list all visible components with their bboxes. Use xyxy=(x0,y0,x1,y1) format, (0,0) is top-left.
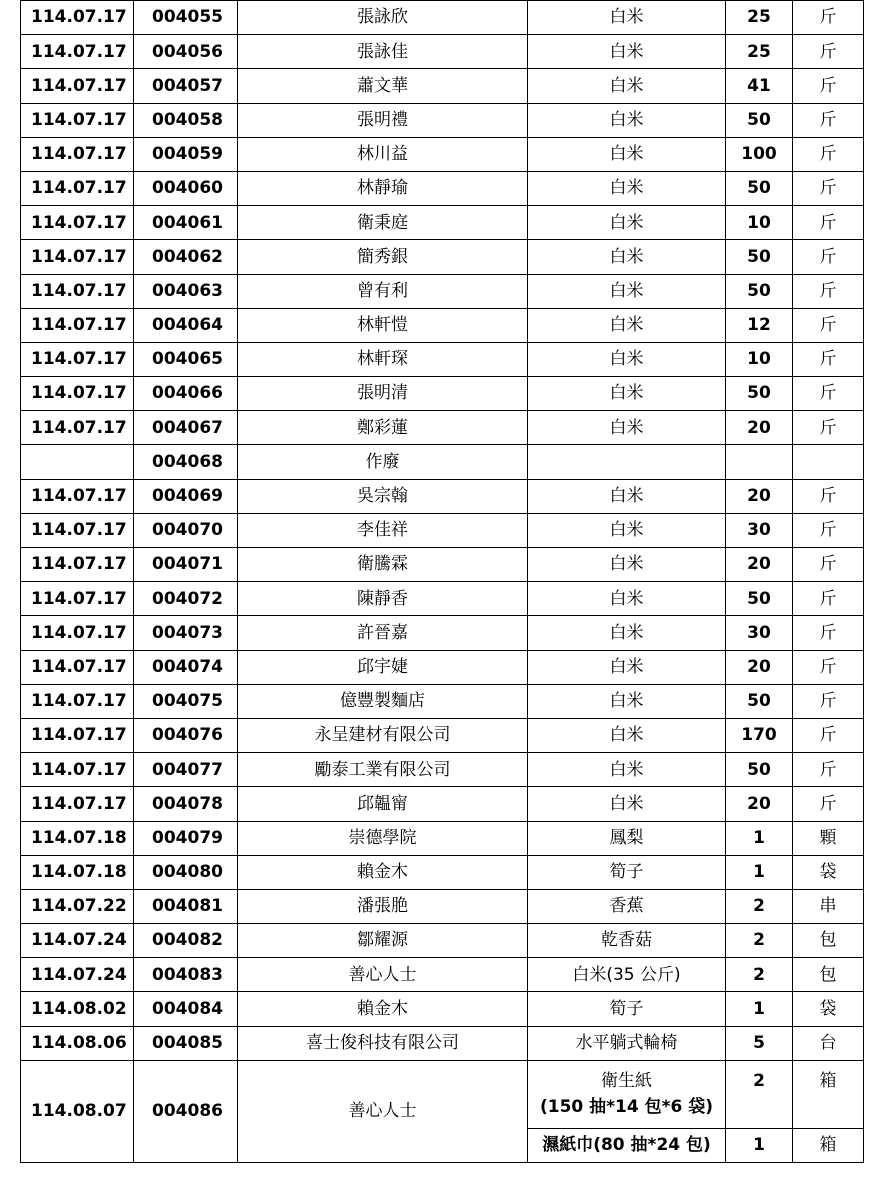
cell-unit: 斤 xyxy=(793,513,864,547)
cell-unit: 斤 xyxy=(793,206,864,240)
cell-item: 乾香菇 xyxy=(528,924,726,958)
cell-quantity: 2 xyxy=(726,958,793,992)
cell-quantity: 2 xyxy=(726,1060,793,1128)
cell-receipt-no: 004079 xyxy=(134,821,238,855)
cell-receipt-no: 004068 xyxy=(134,445,238,479)
cell-receipt-no: 004061 xyxy=(134,206,238,240)
cell-quantity: 50 xyxy=(726,274,793,308)
cell-item: 白米 xyxy=(528,240,726,274)
cell-unit: 斤 xyxy=(793,308,864,342)
cell-quantity: 20 xyxy=(726,787,793,821)
cell-receipt-no: 004085 xyxy=(134,1026,238,1060)
cell-date: 114.07.17 xyxy=(21,513,134,547)
cell-quantity: 25 xyxy=(726,35,793,69)
cell-unit: 斤 xyxy=(793,377,864,411)
cell-donor-name: 張明清 xyxy=(238,377,528,411)
cell-quantity: 1 xyxy=(726,992,793,1026)
cell-quantity: 20 xyxy=(726,650,793,684)
cell-unit: 斤 xyxy=(793,616,864,650)
cell-donor-name: 億豐製麵店 xyxy=(238,684,528,718)
cell-receipt-no: 004062 xyxy=(134,240,238,274)
cell-quantity: 41 xyxy=(726,69,793,103)
cell-date: 114.07.22 xyxy=(21,889,134,923)
cell-donor-name: 許晉嘉 xyxy=(238,616,528,650)
donation-ledger-table xyxy=(20,0,864,1163)
ledger-body xyxy=(21,1,864,1163)
cell-unit: 包 xyxy=(793,924,864,958)
cell-unit: 斤 xyxy=(793,787,864,821)
cell-receipt-no: 004076 xyxy=(134,718,238,752)
ledger-row xyxy=(21,718,864,752)
cell-item: 白米(35 公斤) xyxy=(528,958,726,992)
cell-date: 114.07.17 xyxy=(21,342,134,376)
cell-item: 白米 xyxy=(528,787,726,821)
cell-receipt-no: 004086 xyxy=(134,1060,238,1162)
cell-receipt-no: 004082 xyxy=(134,924,238,958)
cell-unit: 斤 xyxy=(793,35,864,69)
cell-item: 白米 xyxy=(528,103,726,137)
cell-date: 114.07.17 xyxy=(21,274,134,308)
cell-date: 114.07.17 xyxy=(21,479,134,513)
cell-item: 白米 xyxy=(528,171,726,205)
cell-donor-name: 善心人士 xyxy=(238,958,528,992)
cell-unit: 斤 xyxy=(793,69,864,103)
ledger-row xyxy=(21,69,864,103)
cell-item-multiline xyxy=(528,1060,726,1128)
ledger-row xyxy=(21,445,864,479)
cell-receipt-no: 004071 xyxy=(134,548,238,582)
ledger-row xyxy=(21,513,864,547)
ledger-row xyxy=(21,274,864,308)
cell-date: 114.08.02 xyxy=(21,992,134,1026)
cell-date: 114.07.17 xyxy=(21,35,134,69)
cell-date: 114.07.24 xyxy=(21,924,134,958)
ledger-row xyxy=(21,171,864,205)
cell-quantity: 30 xyxy=(726,616,793,650)
ledger-row xyxy=(21,616,864,650)
cell-unit: 斤 xyxy=(793,650,864,684)
cell-receipt-no: 004081 xyxy=(134,889,238,923)
cell-receipt-no: 004069 xyxy=(134,479,238,513)
cell-date: 114.07.17 xyxy=(21,616,134,650)
cell-date: 114.07.17 xyxy=(21,377,134,411)
cell-date: 114.07.17 xyxy=(21,411,134,445)
cell-unit: 袋 xyxy=(793,855,864,889)
ledger-row xyxy=(21,684,864,718)
cell-donor-name: 林軒琛 xyxy=(238,342,528,376)
cell-unit: 箱 xyxy=(793,1060,864,1128)
ledger-row xyxy=(21,377,864,411)
cell-unit: 斤 xyxy=(793,103,864,137)
cell-item: 白米 xyxy=(528,308,726,342)
cell-date: 114.07.17 xyxy=(21,650,134,684)
cell-item: 白米 xyxy=(528,69,726,103)
cell-quantity: 50 xyxy=(726,582,793,616)
cell-date: 114.08.07 xyxy=(21,1060,134,1162)
cell-quantity: 10 xyxy=(726,342,793,376)
cell-item: 濕紙巾(80 抽*24 包) xyxy=(528,1128,726,1162)
cell-receipt-no: 004067 xyxy=(134,411,238,445)
cell-item: 白米 xyxy=(528,1,726,35)
cell-item: 白米 xyxy=(528,35,726,69)
cell-donor-name: 作廢 xyxy=(238,445,528,479)
cell-quantity: 20 xyxy=(726,479,793,513)
cell-quantity: 1 xyxy=(726,855,793,889)
cell-date xyxy=(21,445,134,479)
cell-quantity xyxy=(726,445,793,479)
ledger-row xyxy=(21,1,864,35)
ledger-row xyxy=(21,240,864,274)
cell-unit: 斤 xyxy=(793,753,864,787)
cell-item: 白米 xyxy=(528,137,726,171)
cell-unit: 包 xyxy=(793,958,864,992)
ledger-row xyxy=(21,958,864,992)
cell-date: 114.07.18 xyxy=(21,821,134,855)
cell-date: 114.07.17 xyxy=(21,753,134,787)
cell-item: 白米 xyxy=(528,548,726,582)
cell-unit: 斤 xyxy=(793,548,864,582)
cell-quantity: 170 xyxy=(726,718,793,752)
cell-item: 白米 xyxy=(528,377,726,411)
cell-item: 白米 xyxy=(528,342,726,376)
cell-item: 香蕉 xyxy=(528,889,726,923)
cell-donor-name: 吳宗翰 xyxy=(238,479,528,513)
cell-unit: 顆 xyxy=(793,821,864,855)
cell-item: 白米 xyxy=(528,718,726,752)
cell-item: 白米 xyxy=(528,753,726,787)
cell-item: 白米 xyxy=(528,616,726,650)
cell-item: 鳳梨 xyxy=(528,821,726,855)
ledger-row xyxy=(21,137,864,171)
cell-donor-name: 蕭文華 xyxy=(238,69,528,103)
cell-unit: 斤 xyxy=(793,274,864,308)
cell-donor-name: 張詠欣 xyxy=(238,1,528,35)
ledger-row xyxy=(21,582,864,616)
cell-donor-name: 勵泰工業有限公司 xyxy=(238,753,528,787)
cell-quantity: 25 xyxy=(726,1,793,35)
cell-quantity: 1 xyxy=(726,821,793,855)
ledger-row xyxy=(21,35,864,69)
cell-quantity: 50 xyxy=(726,171,793,205)
cell-quantity: 50 xyxy=(726,377,793,411)
cell-unit: 斤 xyxy=(793,684,864,718)
cell-donor-name: 簡秀銀 xyxy=(238,240,528,274)
cell-receipt-no: 004065 xyxy=(134,342,238,376)
cell-date: 114.07.17 xyxy=(21,684,134,718)
cell-receipt-no: 004072 xyxy=(134,582,238,616)
cell-item: 白米 xyxy=(528,650,726,684)
cell-item: 白米 xyxy=(528,684,726,718)
cell-date: 114.08.06 xyxy=(21,1026,134,1060)
cell-date: 114.07.17 xyxy=(21,548,134,582)
cell-receipt-no: 004066 xyxy=(134,377,238,411)
cell-donor-name: 李佳祥 xyxy=(238,513,528,547)
cell-unit: 斤 xyxy=(793,240,864,274)
cell-donor-name: 張詠佳 xyxy=(238,35,528,69)
cell-item: 白米 xyxy=(528,411,726,445)
cell-donor-name: 崇德學院 xyxy=(238,821,528,855)
cell-receipt-no: 004063 xyxy=(134,274,238,308)
cell-receipt-no: 004059 xyxy=(134,137,238,171)
cell-unit: 串 xyxy=(793,889,864,923)
cell-unit: 斤 xyxy=(793,1,864,35)
cell-date: 114.07.17 xyxy=(21,69,134,103)
cell-quantity: 20 xyxy=(726,548,793,582)
cell-donor-name: 林靜瑜 xyxy=(238,171,528,205)
cell-unit: 箱 xyxy=(793,1128,864,1162)
cell-date: 114.07.17 xyxy=(21,171,134,205)
cell-donor-name: 林川益 xyxy=(238,137,528,171)
cell-donor-name: 衛秉庭 xyxy=(238,206,528,240)
cell-item: 白米 xyxy=(528,513,726,547)
cell-donor-name: 張明禮 xyxy=(238,103,528,137)
cell-quantity: 100 xyxy=(726,137,793,171)
cell-date: 114.07.17 xyxy=(21,240,134,274)
cell-quantity: 50 xyxy=(726,240,793,274)
cell-receipt-no: 004055 xyxy=(134,1,238,35)
ledger-row-last xyxy=(21,1060,864,1128)
ledger-row xyxy=(21,821,864,855)
cell-receipt-no: 004073 xyxy=(134,616,238,650)
cell-receipt-no: 004077 xyxy=(134,753,238,787)
cell-unit: 台 xyxy=(793,1026,864,1060)
cell-quantity: 2 xyxy=(726,889,793,923)
cell-date: 114.07.18 xyxy=(21,855,134,889)
cell-item xyxy=(528,445,726,479)
ledger-row xyxy=(21,650,864,684)
cell-unit: 斤 xyxy=(793,137,864,171)
cell-receipt-no: 004084 xyxy=(134,992,238,1026)
cell-quantity: 5 xyxy=(726,1026,793,1060)
cell-receipt-no: 004070 xyxy=(134,513,238,547)
cell-donor-name: 賴金木 xyxy=(238,855,528,889)
cell-donor-name: 邱韞甯 xyxy=(238,787,528,821)
item-line-2: (150 抽*14 包*6 袋) xyxy=(539,1097,714,1118)
cell-quantity: 12 xyxy=(726,308,793,342)
cell-item: 白米 xyxy=(528,274,726,308)
ledger-row xyxy=(21,479,864,513)
ledger-row xyxy=(21,308,864,342)
cell-donor-name: 鄒耀源 xyxy=(238,924,528,958)
cell-receipt-no: 004080 xyxy=(134,855,238,889)
cell-donor-name: 永呈建材有限公司 xyxy=(238,718,528,752)
cell-date: 114.07.17 xyxy=(21,308,134,342)
ledger-row xyxy=(21,411,864,445)
cell-date: 114.07.17 xyxy=(21,137,134,171)
cell-receipt-no: 004057 xyxy=(134,69,238,103)
cell-donor-name: 林軒愷 xyxy=(238,308,528,342)
cell-unit: 斤 xyxy=(793,342,864,376)
cell-quantity: 50 xyxy=(726,753,793,787)
cell-item: 筍子 xyxy=(528,855,726,889)
cell-date: 114.07.17 xyxy=(21,787,134,821)
cell-donor-name: 喜士俊科技有限公司 xyxy=(238,1026,528,1060)
cell-receipt-no: 004083 xyxy=(134,958,238,992)
cell-unit: 袋 xyxy=(793,992,864,1026)
cell-receipt-no: 004074 xyxy=(134,650,238,684)
cell-date: 114.07.24 xyxy=(21,958,134,992)
cell-quantity: 50 xyxy=(726,684,793,718)
ledger-row xyxy=(21,342,864,376)
cell-unit: 斤 xyxy=(793,582,864,616)
ledger-row xyxy=(21,889,864,923)
cell-unit: 斤 xyxy=(793,479,864,513)
cell-donor-name: 賴金木 xyxy=(238,992,528,1026)
cell-quantity: 20 xyxy=(726,411,793,445)
ledger-row xyxy=(21,548,864,582)
cell-unit: 斤 xyxy=(793,718,864,752)
cell-date: 114.07.17 xyxy=(21,718,134,752)
cell-item: 白米 xyxy=(528,582,726,616)
cell-date: 114.07.17 xyxy=(21,103,134,137)
cell-unit: 斤 xyxy=(793,171,864,205)
cell-receipt-no: 004060 xyxy=(134,171,238,205)
cell-unit xyxy=(793,445,864,479)
ledger-row xyxy=(21,992,864,1026)
cell-quantity: 2 xyxy=(726,924,793,958)
cell-receipt-no: 004078 xyxy=(134,787,238,821)
cell-donor-name: 鄭彩蓮 xyxy=(238,411,528,445)
cell-date: 114.07.17 xyxy=(21,206,134,240)
cell-receipt-no: 004056 xyxy=(134,35,238,69)
cell-donor-name: 善心人士 xyxy=(238,1060,528,1162)
item-line-1: 衛生紙 xyxy=(601,1070,652,1091)
cell-quantity: 10 xyxy=(726,206,793,240)
cell-receipt-no: 004075 xyxy=(134,684,238,718)
cell-donor-name: 陳靜香 xyxy=(238,582,528,616)
ledger-row xyxy=(21,924,864,958)
cell-receipt-no: 004064 xyxy=(134,308,238,342)
cell-item: 筍子 xyxy=(528,992,726,1026)
cell-unit: 斤 xyxy=(793,411,864,445)
ledger-row xyxy=(21,103,864,137)
ledger-row xyxy=(21,206,864,240)
cell-date: 114.07.17 xyxy=(21,582,134,616)
ledger-row xyxy=(21,855,864,889)
cell-donor-name: 衛騰霖 xyxy=(238,548,528,582)
ledger-row xyxy=(21,753,864,787)
cell-quantity: 1 xyxy=(726,1128,793,1162)
cell-item: 白米 xyxy=(528,479,726,513)
cell-item: 白米 xyxy=(528,206,726,240)
cell-date: 114.07.17 xyxy=(21,1,134,35)
ledger-row xyxy=(21,1026,864,1060)
cell-donor-name: 潘張脃 xyxy=(238,889,528,923)
cell-donor-name: 邱宇婕 xyxy=(238,650,528,684)
cell-item: 水平躺式輪椅 xyxy=(528,1026,726,1060)
cell-donor-name: 曾有利 xyxy=(238,274,528,308)
ledger-row xyxy=(21,787,864,821)
cell-quantity: 30 xyxy=(726,513,793,547)
cell-receipt-no: 004058 xyxy=(134,103,238,137)
cell-quantity: 50 xyxy=(726,103,793,137)
